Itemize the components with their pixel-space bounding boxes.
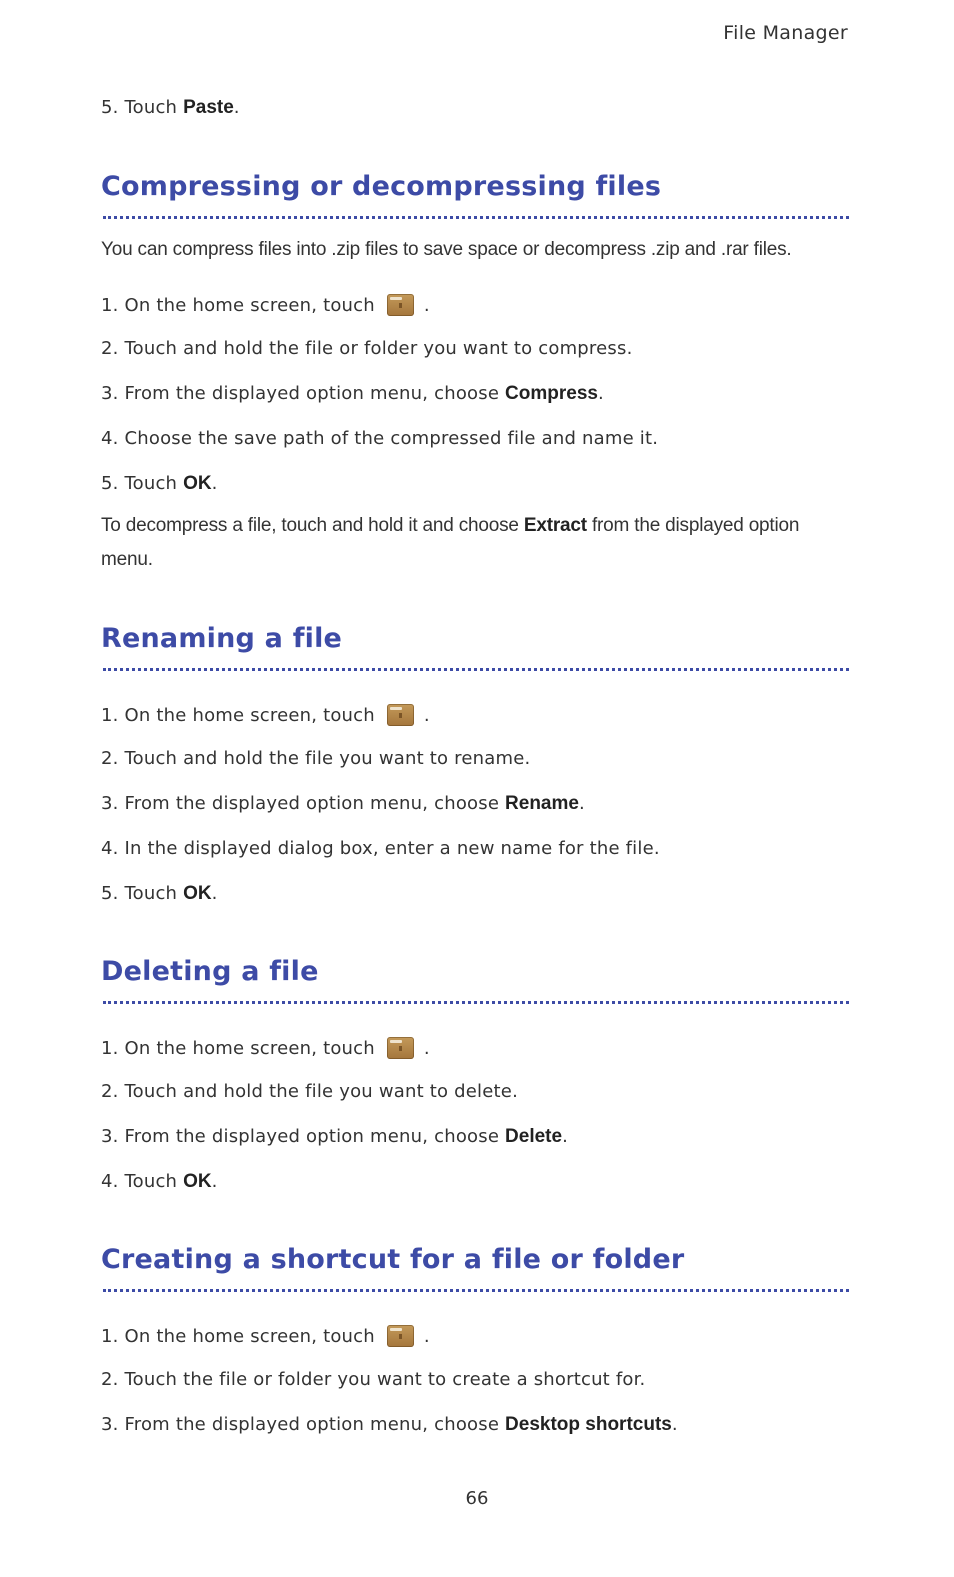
delete-step-4: 4. Touch OK. xyxy=(101,1171,218,1192)
heading-delete: Deleting a file xyxy=(101,956,319,987)
rename-step-3: 3. From the displayed option menu, choose Rename. xyxy=(101,793,585,814)
rename-step-2: 2. Touch and hold the file you want to rename. xyxy=(101,748,531,769)
rename-step-5: 5. Touch OK. xyxy=(101,883,218,904)
rename-step-1: 1. On the home screen, touch . xyxy=(101,702,430,726)
divider xyxy=(103,1289,849,1292)
page-number: 66 xyxy=(465,1488,489,1509)
compress-step-2: 2. Touch and hold the file or folder you want to compress. xyxy=(101,338,633,359)
divider xyxy=(103,1001,849,1004)
compress-description: You can compress files into .zip files to save space or decompress .zip and .rar files. xyxy=(101,239,792,260)
file-manager-icon xyxy=(387,702,414,726)
heading-shortcut: Creating a shortcut for a file or folder xyxy=(101,1244,685,1275)
shortcut-step-3: 3. From the displayed option menu, choose Desktop shortcuts. xyxy=(101,1414,678,1435)
compress-step-4: 4. Choose the save path of the compressed file and name it. xyxy=(101,428,659,449)
compress-step-3: 3. From the displayed option menu, choose Compress. xyxy=(101,383,604,404)
delete-step-1: 1. On the home screen, touch . xyxy=(101,1035,430,1059)
step-paste: 5. Touch Paste. xyxy=(101,97,240,118)
decompress-note-line2: menu. xyxy=(101,549,153,570)
page-header: File Manager xyxy=(723,22,848,44)
file-manager-icon xyxy=(387,1035,414,1059)
heading-rename: Renaming a file xyxy=(101,623,343,654)
delete-step-2: 2. Touch and hold the file you want to delete. xyxy=(101,1081,518,1102)
delete-step-3: 3. From the displayed option menu, choose Delete. xyxy=(101,1126,568,1147)
compress-step-1: 1. On the home screen, touch . xyxy=(101,292,430,316)
file-manager-icon xyxy=(387,292,414,316)
divider xyxy=(103,668,849,671)
heading-compress: Compressing or decompressing files xyxy=(101,171,662,202)
decompress-note: To decompress a file, touch and hold it and choose Extract from the displayed option xyxy=(101,515,800,536)
rename-step-4: 4. In the displayed dialog box, enter a new name for the file. xyxy=(101,838,660,859)
file-manager-icon xyxy=(387,1323,414,1347)
shortcut-step-1: 1. On the home screen, touch . xyxy=(101,1323,430,1347)
divider xyxy=(103,216,849,219)
shortcut-step-2: 2. Touch the file or folder you want to create a shortcut for. xyxy=(101,1369,646,1390)
compress-step-5: 5. Touch OK. xyxy=(101,473,218,494)
